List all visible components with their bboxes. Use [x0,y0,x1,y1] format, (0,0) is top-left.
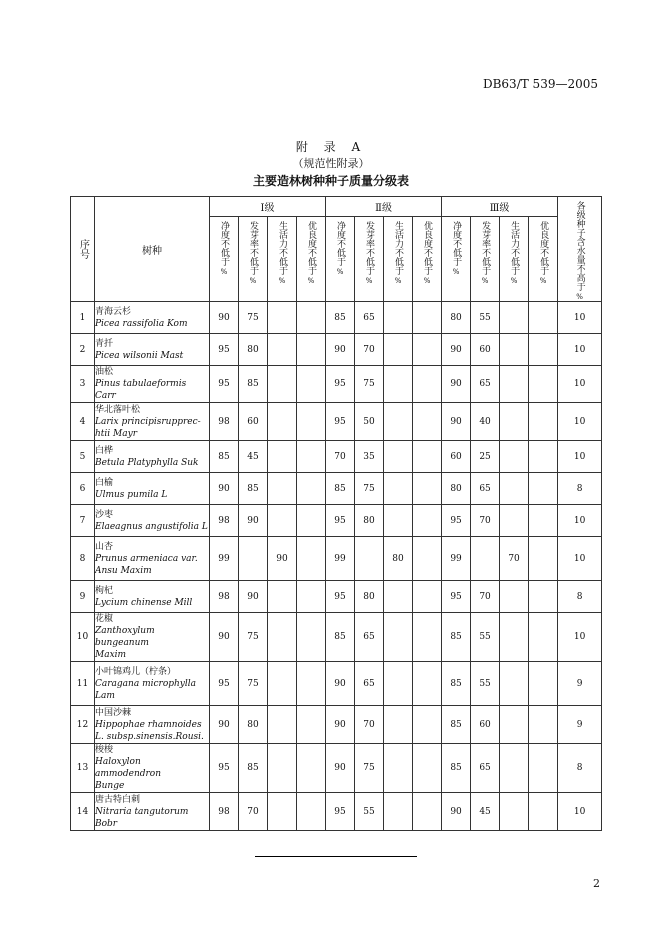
species-latin-name: Picea rassifolia Kom [95,318,188,329]
value-cell [500,441,529,473]
value-cell [297,581,326,613]
moisture-cell: 10 [558,302,602,334]
value-cell [529,366,558,403]
header-criterion: 净度不低于 % [326,216,355,301]
value-cell: 85 [442,613,471,662]
value-cell: 60 [442,441,471,473]
value-cell: 98 [210,403,239,441]
header-criterion: 生活力不低于 % [384,216,413,301]
value-cell: 70 [239,793,268,831]
value-cell: 60 [239,403,268,441]
value-cell [355,537,384,581]
value-cell [529,505,558,537]
value-cell: 80 [442,302,471,334]
moisture-cell: 9 [558,706,602,744]
header-criterion: 优良度不低于 % [529,216,558,301]
value-cell: 80 [355,505,384,537]
value-cell: 95 [442,505,471,537]
table-row [71,505,602,537]
value-cell: 90 [326,706,355,744]
value-cell: 80 [355,581,384,613]
value-cell: 99 [326,537,355,581]
row-index: 6 [71,473,95,505]
row-index: 8 [71,537,95,581]
value-cell [500,403,529,441]
seed-quality-table [70,196,602,831]
value-cell: 95 [210,334,239,366]
value-cell: 85 [442,706,471,744]
table-row [71,662,602,706]
value-cell: 90 [326,662,355,706]
header-index: 序号 [71,197,95,302]
value-cell [297,613,326,662]
value-cell [500,366,529,403]
value-cell: 75 [239,662,268,706]
value-cell: 85 [239,744,268,793]
species-cell [95,662,210,706]
value-cell [471,537,500,581]
value-cell [500,334,529,366]
species-chinese-name: 白桦 [95,445,114,456]
table-row [71,706,602,744]
value-cell: 70 [471,581,500,613]
species-chinese-name: 中国沙棘 [95,707,132,718]
value-cell: 60 [471,706,500,744]
value-cell [297,793,326,831]
value-cell: 40 [471,403,500,441]
value-cell: 98 [210,581,239,613]
header-criterion: 生活力不低于 % [500,216,529,301]
value-cell [268,505,297,537]
value-cell [529,744,558,793]
value-cell: 35 [355,441,384,473]
value-cell: 50 [355,403,384,441]
value-cell [500,581,529,613]
species-cell [95,793,210,831]
value-cell [413,302,442,334]
value-cell [529,581,558,613]
value-cell [297,662,326,706]
value-cell [384,366,413,403]
table-row [71,581,602,613]
value-cell [268,334,297,366]
value-cell: 70 [326,441,355,473]
value-cell [500,793,529,831]
header-grade-2: Ⅱ级 [326,197,442,217]
species-latin-name: Haloxylon ammodendron [95,757,162,779]
table-title: 主要造林树种种子质量分级表 [252,174,409,188]
value-cell [268,613,297,662]
document-code: DB63/T 539—2005 [482,77,598,91]
value-cell: 80 [442,473,471,505]
value-cell: 80 [384,537,413,581]
value-cell: 65 [355,613,384,662]
value-cell: 95 [326,793,355,831]
value-cell: 95 [326,366,355,403]
value-cell: 75 [239,302,268,334]
species-cell [95,403,210,441]
value-cell: 25 [471,441,500,473]
value-cell [500,302,529,334]
value-cell: 70 [355,334,384,366]
row-index: 1 [71,302,95,334]
value-cell [413,473,442,505]
species-latin-name: Prunus armeniaca var. [95,553,198,564]
value-cell [529,537,558,581]
value-cell: 60 [471,334,500,366]
row-index: 11 [71,662,95,706]
species-chinese-name: 青海云杉 [95,306,132,317]
value-cell: 95 [442,581,471,613]
value-cell: 45 [239,441,268,473]
value-cell: 70 [471,505,500,537]
value-cell: 99 [210,537,239,581]
table-row [71,793,602,831]
value-cell [500,662,529,706]
row-index: 14 [71,793,95,831]
value-cell [268,473,297,505]
value-cell [413,744,442,793]
species-latin-name: Nitraria tangutorum [95,806,189,817]
value-cell: 80 [239,706,268,744]
row-index: 9 [71,581,95,613]
header-criterion: 发芽率不低于 % [355,216,384,301]
value-cell [413,662,442,706]
header-criterion: 优良度不低于 % [413,216,442,301]
appendix-subtitle: （规范性附录） [292,157,370,170]
value-cell [384,581,413,613]
value-cell [268,662,297,706]
value-cell: 95 [210,662,239,706]
value-cell [500,706,529,744]
species-latin-name: Betula Platyphylla Suk [95,457,199,468]
value-cell [268,403,297,441]
value-cell [413,706,442,744]
species-latin-name: Lycium chinense Mill [95,597,193,608]
value-cell: 90 [442,334,471,366]
row-index: 10 [71,613,95,662]
value-cell [297,302,326,334]
species-cell [95,473,210,505]
table-row [71,613,602,662]
value-cell: 85 [326,473,355,505]
value-cell [413,581,442,613]
moisture-cell: 8 [558,473,602,505]
species-cell [95,366,210,403]
value-cell: 65 [471,473,500,505]
value-cell [268,793,297,831]
value-cell [297,473,326,505]
species-chinese-name: 沙枣 [95,509,114,520]
value-cell: 90 [326,334,355,366]
species-chinese-name: 小叶锦鸡儿（柠条） [95,666,177,677]
moisture-cell: 10 [558,613,602,662]
value-cell: 65 [355,662,384,706]
value-cell [268,302,297,334]
species-cell [95,744,210,793]
row-index: 12 [71,706,95,744]
value-cell: 95 [210,744,239,793]
value-cell: 85 [210,441,239,473]
species-chinese-name: 枸杞 [95,585,114,596]
value-cell [384,441,413,473]
value-cell [413,366,442,403]
value-cell [297,505,326,537]
footer-rule [255,856,417,857]
value-cell [268,366,297,403]
value-cell [297,403,326,441]
species-cell [95,334,210,366]
row-index: 5 [71,441,95,473]
species-latin-name: Caragana microphylla [95,678,197,689]
moisture-cell: 10 [558,537,602,581]
moisture-cell: 8 [558,744,602,793]
value-cell [500,505,529,537]
species-latin-name: Larix principisrupprec- [95,416,201,427]
value-cell: 90 [268,537,297,581]
value-cell: 95 [326,581,355,613]
species-chinese-name: 油松 [95,367,114,377]
value-cell [500,744,529,793]
species-chinese-name: 青扦 [95,338,114,349]
row-index: 2 [71,334,95,366]
value-cell: 65 [471,744,500,793]
value-cell: 70 [355,706,384,744]
species-latin-name: Hippophae rhamnoides [95,719,202,730]
value-cell [297,366,326,403]
value-cell [297,744,326,793]
value-cell [384,505,413,537]
value-cell: 55 [471,302,500,334]
value-cell: 85 [442,662,471,706]
moisture-cell: 10 [558,793,602,831]
value-cell [529,706,558,744]
value-cell [384,473,413,505]
species-latin-name: Elaeagnus angustifolia L [95,521,208,532]
species-cell [95,706,210,744]
value-cell [529,441,558,473]
value-cell [297,706,326,744]
value-cell: 75 [239,613,268,662]
value-cell: 65 [471,366,500,403]
value-cell: 70 [500,537,529,581]
value-cell [413,334,442,366]
value-cell: 85 [326,613,355,662]
species-latin-name: Maxim [95,650,127,660]
value-cell [500,473,529,505]
species-latin-name: Lam [95,690,115,701]
table-row [71,744,602,793]
value-cell [529,334,558,366]
row-index: 7 [71,505,95,537]
value-cell [413,613,442,662]
value-cell [384,302,413,334]
moisture-cell: 10 [558,334,602,366]
value-cell [268,441,297,473]
value-cell: 90 [239,581,268,613]
moisture-cell: 10 [558,366,602,403]
value-cell: 55 [355,793,384,831]
moisture-cell: 8 [558,581,602,613]
value-cell [529,473,558,505]
header-criterion: 生活力不低于 % [268,216,297,301]
value-cell: 99 [442,537,471,581]
table-row [71,334,602,366]
value-cell [413,793,442,831]
value-cell: 85 [239,366,268,403]
value-cell: 85 [239,473,268,505]
header-grade-3: Ⅲ级 [442,197,558,217]
value-cell: 85 [326,302,355,334]
value-cell [239,537,268,581]
moisture-cell: 10 [558,403,602,441]
species-latin-name: Picea wilsonii Mast [95,350,184,361]
moisture-cell: 10 [558,505,602,537]
value-cell [384,706,413,744]
value-cell [413,537,442,581]
table-row [71,473,602,505]
value-cell [384,662,413,706]
row-index: 13 [71,744,95,793]
header-moisture: 各级种子含水量不高于 % [558,197,602,302]
header-criterion: 净度不低于 % [442,216,471,301]
value-cell [413,441,442,473]
value-cell [384,403,413,441]
value-cell [529,793,558,831]
header-criterion: 发芽率不低于 % [239,216,268,301]
table-row [71,302,602,334]
value-cell: 90 [442,793,471,831]
value-cell: 98 [210,793,239,831]
value-cell: 75 [355,473,384,505]
value-cell [384,793,413,831]
value-cell: 80 [239,334,268,366]
species-cell [95,505,210,537]
value-cell [529,403,558,441]
species-latin-name: Bunge [95,781,125,791]
value-cell [384,613,413,662]
value-cell [384,744,413,793]
value-cell: 95 [210,366,239,403]
header-criterion: 优良度不低于 % [297,216,326,301]
table-row [71,441,602,473]
moisture-cell: 10 [558,441,602,473]
value-cell: 98 [210,505,239,537]
header-species: 树种 [95,197,210,302]
value-cell: 45 [471,793,500,831]
species-chinese-name: 华北落叶松 [95,404,141,415]
value-cell [529,662,558,706]
species-latin-name: Bobr [95,818,118,829]
value-cell: 90 [326,744,355,793]
species-chinese-name: 山杏 [95,541,114,552]
moisture-cell: 9 [558,662,602,706]
species-latin-name: Zanthoxylum bungeanum [95,626,155,648]
species-latin-name: Pinus tabulaeformis Carr [95,379,187,401]
value-cell: 75 [355,744,384,793]
value-cell: 95 [326,403,355,441]
table-row [71,403,602,441]
value-cell [413,505,442,537]
value-cell [529,302,558,334]
value-cell: 90 [210,613,239,662]
value-cell [297,537,326,581]
value-cell: 90 [442,366,471,403]
value-cell: 90 [442,403,471,441]
value-cell: 90 [210,706,239,744]
species-cell [95,613,210,662]
value-cell [384,334,413,366]
header-criterion: 净度不低于 % [210,216,239,301]
value-cell: 90 [239,505,268,537]
value-cell [529,613,558,662]
value-cell [268,581,297,613]
species-cell [95,302,210,334]
value-cell [500,613,529,662]
page-number: 2 [593,877,600,890]
species-chinese-name: 花椒 [95,614,114,624]
appendix-title: 附 录 A [295,140,367,154]
value-cell [297,334,326,366]
value-cell: 90 [210,473,239,505]
species-cell [95,441,210,473]
value-cell: 90 [210,302,239,334]
row-index: 4 [71,403,95,441]
species-chinese-name: 梭梭 [95,745,114,755]
species-latin-name: L. subsp.sinensis.Rousi. [95,731,204,742]
species-latin-name: Ulmus pumila L [95,489,168,500]
species-chinese-name: 唐古特白刺 [95,794,141,805]
value-cell: 55 [471,613,500,662]
species-chinese-name: 白榆 [95,477,114,488]
value-cell: 85 [442,744,471,793]
table-row [71,537,602,581]
header-criterion: 发芽率不低于 % [471,216,500,301]
value-cell [268,706,297,744]
value-cell: 95 [326,505,355,537]
value-cell [297,441,326,473]
header-grade-1: Ⅰ级 [210,197,326,217]
value-cell: 65 [355,302,384,334]
species-cell [95,581,210,613]
value-cell: 55 [471,662,500,706]
row-index: 3 [71,366,95,403]
value-cell [268,744,297,793]
value-cell: 75 [355,366,384,403]
species-cell [95,537,210,581]
species-latin-name: Ansu Maxim [95,565,152,576]
species-latin-name: htii Mayr [95,428,137,439]
table-row [71,366,602,403]
value-cell [413,403,442,441]
